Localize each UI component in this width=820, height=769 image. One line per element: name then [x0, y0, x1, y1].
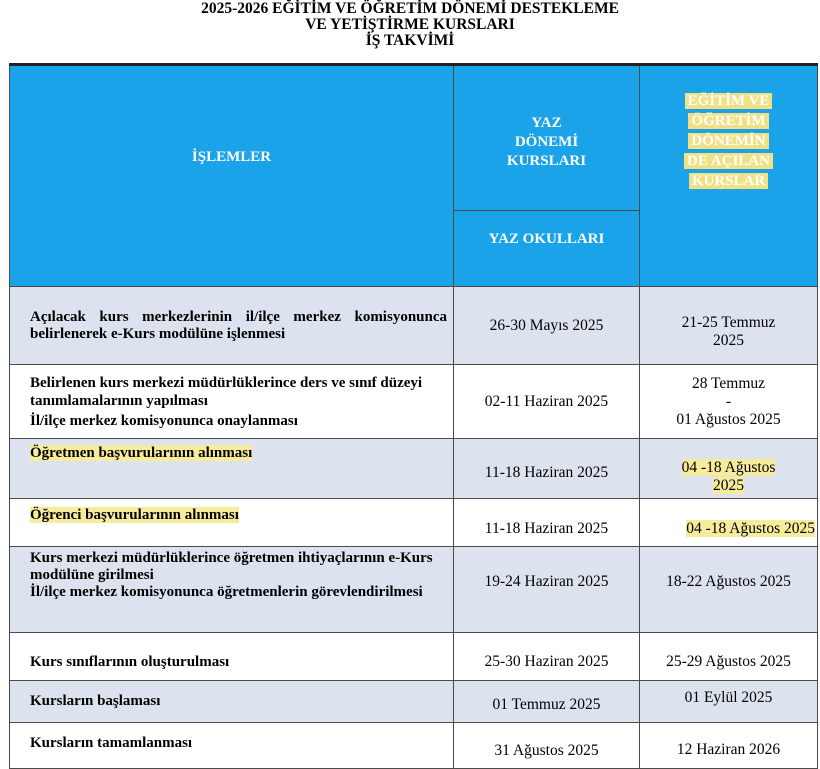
header-operations: İŞLEMLER: [10, 65, 454, 287]
summer-date-cell: 11-18 Haziran 2025: [454, 439, 640, 499]
summer-date-cell: 19-24 Haziran 2025: [454, 547, 640, 633]
table-row: [10, 723, 818, 769]
operation-cell: Kurs sınıflarının oluşturulması: [10, 633, 454, 681]
table-row: [10, 365, 818, 439]
operation-cell: Öğretmen başvurularının alınması: [10, 439, 454, 499]
schedule-table: [9, 63, 818, 769]
term-date-cell: 28 Temmuz - 01 Ağustos 2025: [640, 365, 818, 439]
summer-date-cell: 25-30 Haziran 2025: [454, 633, 640, 681]
table-row: [10, 547, 818, 633]
operation-cell: Belirlenen kurs merkezi müdürlüklerince ders ve sınıf düzeyi tanımlamalarının yapılması İl/ilçe merkez komisyonunca onaylanması: [10, 365, 454, 439]
operation-cell: Kursların tamamlanması: [10, 723, 454, 769]
title-line-1: 2025-2026 EĞİTİM VE ÖĞRETİM DÖNEMİ DESTEKLEME: [201, 0, 619, 17]
operation-cell: Kursların başlaması: [10, 681, 454, 723]
operation-cell: Açılacak kurs merkezlerinin il/ilçe merkez komisyonunca belirlenerek e-Kurs modülüne işlenmesi: [10, 287, 454, 365]
term-date-cell: 04 -18 Ağustos 2025: [640, 499, 818, 547]
summer-date-cell: 31 Ağustos 2025: [454, 723, 640, 769]
term-date-cell: 21-25 Temmuz 2025: [640, 287, 818, 365]
document-title: [0, 0, 820, 49]
summer-date-cell: 01 Temmuz 2025: [454, 681, 640, 723]
term-date-cell: 18-22 Ağustos 2025: [640, 547, 818, 633]
table-row: [10, 439, 818, 499]
title-line-2: VE YETİŞTİRME KURSLARI: [305, 16, 515, 33]
term-date-cell: 25-29 Ağustos 2025: [640, 633, 818, 681]
table-row: [10, 681, 818, 723]
table-row: [10, 633, 818, 681]
term-date-cell: 01 Eylül 2025: [640, 681, 818, 723]
title-line-3: İŞ TAKVİMİ: [365, 32, 455, 49]
term-date-cell: 04 -18 Ağustos 2025: [640, 439, 818, 499]
summer-date-cell: 02-11 Haziran 2025: [454, 365, 640, 439]
term-date-cell: 12 Haziran 2026: [640, 723, 818, 769]
summer-date-cell: 11-18 Haziran 2025: [454, 499, 640, 547]
summer-date-cell: 26-30 Mayıs 2025: [454, 287, 640, 365]
table-row: [10, 499, 818, 547]
operation-cell: Öğrenci başvurularının alınması: [10, 499, 454, 547]
header-summer-courses: YAZ DÖNEMİ KURSLARI: [454, 65, 640, 211]
operation-cell: Kurs merkezi müdürlüklerince öğretmen ihtiyaçlarının e-Kurs modülüne girilmesi İl/ilçe merkez komisyonunca öğretmenlerin görevlendirilmesi: [10, 547, 454, 633]
table-row: [10, 287, 818, 365]
header-term-courses: EĞİTİM VE ÖĞRETİM DÖNEMİN DE AÇILAN KURSLAR: [640, 65, 818, 287]
header-summer-schools: YAZ OKULLARI: [454, 211, 640, 287]
